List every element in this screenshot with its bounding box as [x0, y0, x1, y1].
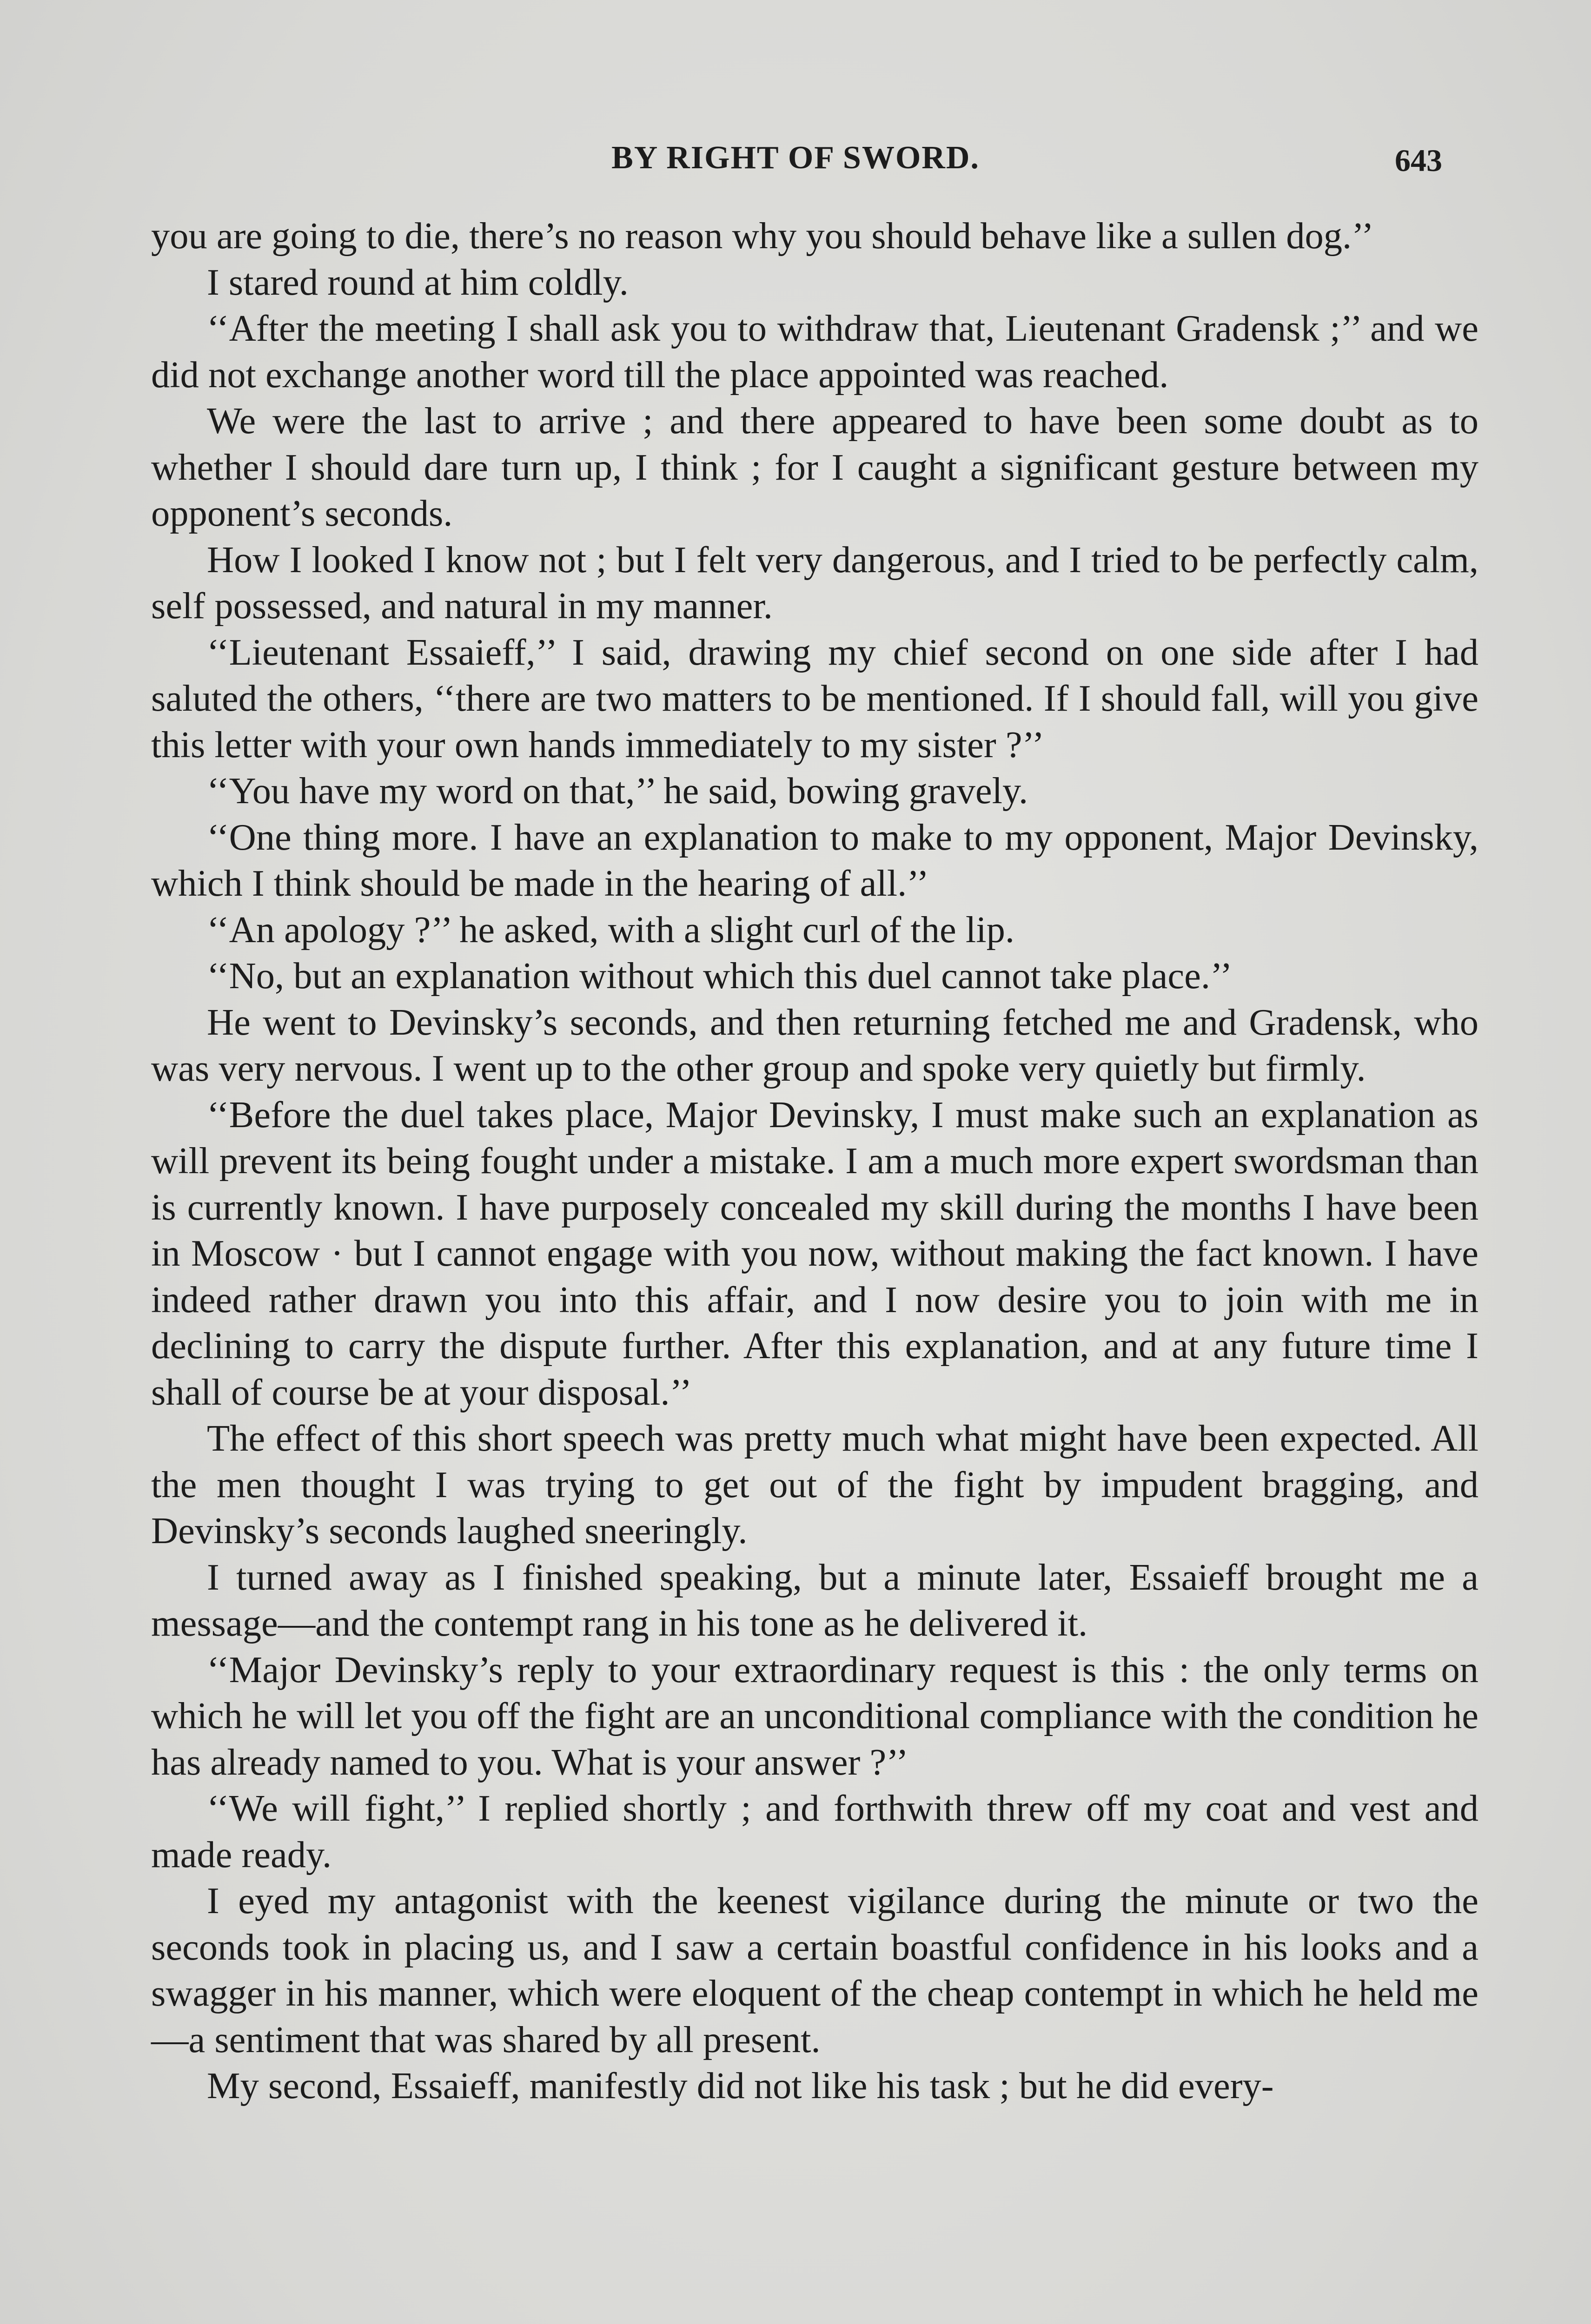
body-text [151, 213, 1478, 2109]
running-header [0, 139, 1591, 186]
paragraph-14: I turned away as I finished speaking, but a minute later, Essaieff brought me a message—and the contempt rang in his tone as he delivered it. [151, 1556, 1478, 1644]
paragraph-4: We were the last to arrive ; and there appeared to have been some doubt as to whether I should dare turn up, I think ; for I caught a significant gesture between my opponent’s seconds. [151, 400, 1478, 534]
paragraph-2: I stared round at him coldly. [207, 261, 629, 303]
paragraph-13: The effect of this short speech was pretty much what might have been expected. All the men thought I was trying to get out of the fight by impudent bragging, and Devinsky’s seconds laughed sneeringly. [151, 1418, 1478, 1552]
paragraph-11: He went to Devinsky’s seconds, and then returning fetched me and Gradensk, who was very nervous. I went up to the other group and spoke very quietly but firmly. [151, 1001, 1478, 1089]
running-title: BY RIGHT OF SWORD. [611, 140, 980, 176]
paragraph-12: ‘‘Before the duel takes place, Major Devinsky, I must make such an explanation as will prevent its being fought under a mistake. I am a much more expert swordsman than is currently known. I have purposely concealed my skill during the months I have been in Moscow · but I cannot engage with you now, without making the fact known. I have indeed rather drawn you into this affair, and I now desire you to join with me in declining to carry the dispute further. After this explanation, and at any future time I shall of course be at your disposal.’’ [151, 1094, 1478, 1413]
paragraph-5: How I looked I know not ; but I felt very dangerous, and I tried to be perfectly calm, self possessed, and natural in my manner. [151, 539, 1478, 627]
paragraph-6: ‘‘Lieutenant Essaieff,’’ I said, drawing my chief second on one side after I had saluted the others, ‘‘there are two matters to be mentioned. If I should fall, will you give this letter with your own hands immediately to my sister ?’’ [151, 631, 1478, 766]
paragraph-3: ‘‘After the meeting I shall ask you to withdraw that, Lieutenant Gradensk ;’’ and we did not exchange another word till the place appointed was reached. [151, 308, 1478, 396]
paragraph-16: ‘‘We will fight,’’ I replied shortly ; and forthwith threw off my coat and vest and made ready. [151, 1788, 1478, 1875]
paragraph-17: I eyed my antagonist with the keenest vigilance during the minute or two the seconds took in placing us, and I saw a certain boastful confidence in his looks and a swagger in his manner, which were eloquent of the cheap contempt in which he held me—a sentiment that was shared by all present. [151, 1880, 1478, 2060]
paragraph-1: you are going to die, there’s no reason why you should behave like a sullen dog.’’ [151, 215, 1374, 257]
paragraph-7: ‘‘You have my word on that,’’ he said, bowing gravely. [207, 770, 1028, 812]
page-number: 643 [1395, 143, 1442, 178]
paragraph-15: ‘‘Major Devinsky’s reply to your extraordinary request is this : the only terms on which he will let you off the fight are an unconditional compliance with the condition he has already named to you. What is your answer ?’’ [151, 1649, 1478, 1783]
paragraph-8: ‘‘One thing more. I have an explanation to make to my opponent, Major Devinsky, which I think should be made in the hearing of all.’’ [151, 816, 1478, 904]
paragraph-10: ‘‘No, but an explanation without which this duel cannot take place.’’ [207, 955, 1233, 997]
paragraph-9: ‘‘An apology ?’’ he asked, with a slight curl of the lip. [207, 909, 1014, 951]
paragraph-18: My second, Essaieff, manifestly did not like his task ; but he did every- [207, 2065, 1274, 2106]
